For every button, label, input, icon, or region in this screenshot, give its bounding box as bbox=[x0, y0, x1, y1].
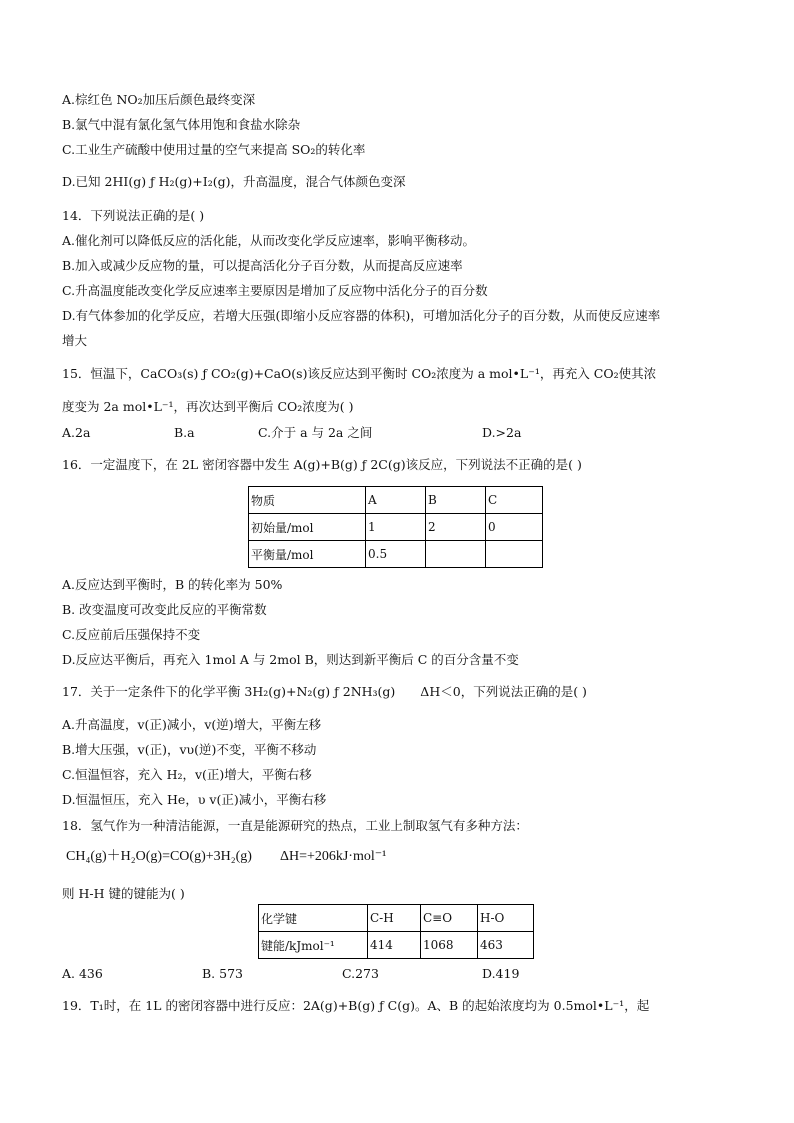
q19-stem: 19．T₁时，在 1L 的密闭容器中进行反应：2A(g)+B(g) ƒ C(g)。A、B 的起始浓度均为 0.5mol•L⁻¹，起 bbox=[62, 998, 650, 1013]
q16-option-a: A.反应达到平衡时，B 的转化率为 50% bbox=[62, 577, 283, 592]
table-cell: 平衡量/mol bbox=[249, 541, 366, 568]
q14-option-d: D.有气体参加的化学反应，若增大压强(即缩小反应容器的体积)，可增加活化分子的百分数，从而使反应速率 bbox=[62, 308, 661, 323]
table-cell: A bbox=[366, 487, 426, 514]
q17-stem: 17．关于一定条件下的化学平衡 3H₂(g)+N₂(g) ƒ 2NH₃(g) ΔH＜0，下列说法正确的是( ) bbox=[62, 684, 587, 699]
q17-option-a: A.升高温度，v(正)减小，v(逆)增大，平衡左移 bbox=[62, 717, 322, 732]
q13-option-c: C.工业生产硫酸中使用过量的空气来提高 SO₂的转化率 bbox=[62, 142, 366, 157]
table-cell: C-H bbox=[368, 905, 421, 932]
q17-option-d: D.恒温恒压，充入 He，υ v(正)减小，平衡右移 bbox=[62, 792, 327, 807]
q16-option-b: B. 改变温度可改变此反应的平衡常数 bbox=[62, 602, 267, 617]
table-cell bbox=[486, 541, 543, 568]
q14-option-d-cont: 增大 bbox=[62, 333, 88, 348]
table-cell: 463 bbox=[478, 932, 534, 959]
q18-ask: 则 H-H 键的键能为( ) bbox=[62, 886, 185, 901]
q18-option-c: C.273 bbox=[342, 966, 379, 981]
q18-option-b: B. 573 bbox=[202, 966, 243, 981]
q16-option-d: D.反应达平衡后，再充入 1mol A 与 2mol B，则达到新平衡后 C 的百分含量不变 bbox=[62, 652, 519, 667]
q15-option-a: A.2a bbox=[62, 425, 91, 440]
q18-option-a: A. 436 bbox=[62, 966, 103, 981]
table-cell: 0 bbox=[486, 514, 543, 541]
table-cell: 物质 bbox=[249, 487, 366, 514]
q13-option-a: A.棕红色 NO₂加压后颜色最终变深 bbox=[62, 92, 256, 107]
q15-stem-2: 度变为 2a mol•L⁻¹，再次达到平衡后 CO₂浓度为( ) bbox=[62, 399, 354, 414]
table-cell: H-O bbox=[478, 905, 534, 932]
table-cell: C bbox=[486, 487, 543, 514]
table-row bbox=[259, 932, 534, 959]
table-row bbox=[259, 905, 534, 932]
q15-option-b: B.a bbox=[174, 425, 195, 440]
q18-table bbox=[258, 904, 534, 959]
q14-stem: 14．下列说法正确的是( ) bbox=[62, 208, 205, 223]
q15-stem-1: 15．恒温下，CaCO₃(s) ƒ CO₂(g)+CaO(s)该反应达到平衡时 CO₂浓度为 a mol•L⁻¹，再充入 CO₂使其浓 bbox=[62, 366, 657, 381]
table-cell: 414 bbox=[368, 932, 421, 959]
q18-stem: 18．氢气作为一种清洁能源，一直是能源研究的热点，工业上制取氢气有多种方法： bbox=[62, 818, 528, 833]
q17-option-b: B.增大压强，v(正)，vυ(逆)不变，平衡不移动 bbox=[62, 742, 317, 757]
q14-option-b: B.加入或减少反应物的量，可以提高活化分子百分数，从而提高反应速率 bbox=[62, 258, 463, 273]
table-cell: 键能/kJmol⁻¹ bbox=[259, 932, 368, 959]
q16-stem: 16．一定温度下，在 2L 密闭容器中发生 A(g)+B(g) ƒ 2C(g)该反应，下列说法不正确的是( ) bbox=[62, 457, 582, 472]
table-row bbox=[249, 487, 543, 514]
table-cell: 化学键 bbox=[259, 905, 368, 932]
q18-equation: CH₄(g)＋H₂O(g)=CO(g)+3H₂(g) ΔH=+206kJ·mol⁻¹ bbox=[66, 849, 387, 864]
table-cell: 2 bbox=[426, 514, 486, 541]
table-cell bbox=[426, 541, 486, 568]
table-cell: B bbox=[426, 487, 486, 514]
q13-option-d: D.已知 2HI(g) ƒ H₂(g)+I₂(g)，升高温度，混合气体颜色变深 bbox=[62, 174, 406, 189]
q16-table bbox=[248, 486, 543, 568]
q17-option-c: C.恒温恒容，充入 H₂，v(正)增大，平衡右移 bbox=[62, 767, 312, 782]
table-row bbox=[249, 514, 543, 541]
q15-option-d: D.>2a bbox=[482, 425, 522, 440]
q14-option-a: A.催化剂可以降低反应的活化能，从而改变化学反应速率，影响平衡移动。 bbox=[62, 233, 476, 248]
table-cell: C≡O bbox=[421, 905, 478, 932]
table-row bbox=[249, 541, 543, 568]
table-cell: 1068 bbox=[421, 932, 478, 959]
table-cell: 0.5 bbox=[366, 541, 426, 568]
q13-option-b: B.氯气中混有氯化氢气体用饱和食盐水除杂 bbox=[62, 117, 301, 132]
q18-option-d: D.419 bbox=[482, 966, 520, 981]
q16-option-c: C.反应前后压强保持不变 bbox=[62, 627, 201, 642]
table-cell: 1 bbox=[366, 514, 426, 541]
table-cell: 初始量/mol bbox=[249, 514, 366, 541]
q14-option-c: C.升高温度能改变化学反应速率主要原因是增加了反应物中活化分子的百分数 bbox=[62, 283, 488, 298]
q15-option-c: C.介于 a 与 2a 之间 bbox=[258, 425, 373, 440]
